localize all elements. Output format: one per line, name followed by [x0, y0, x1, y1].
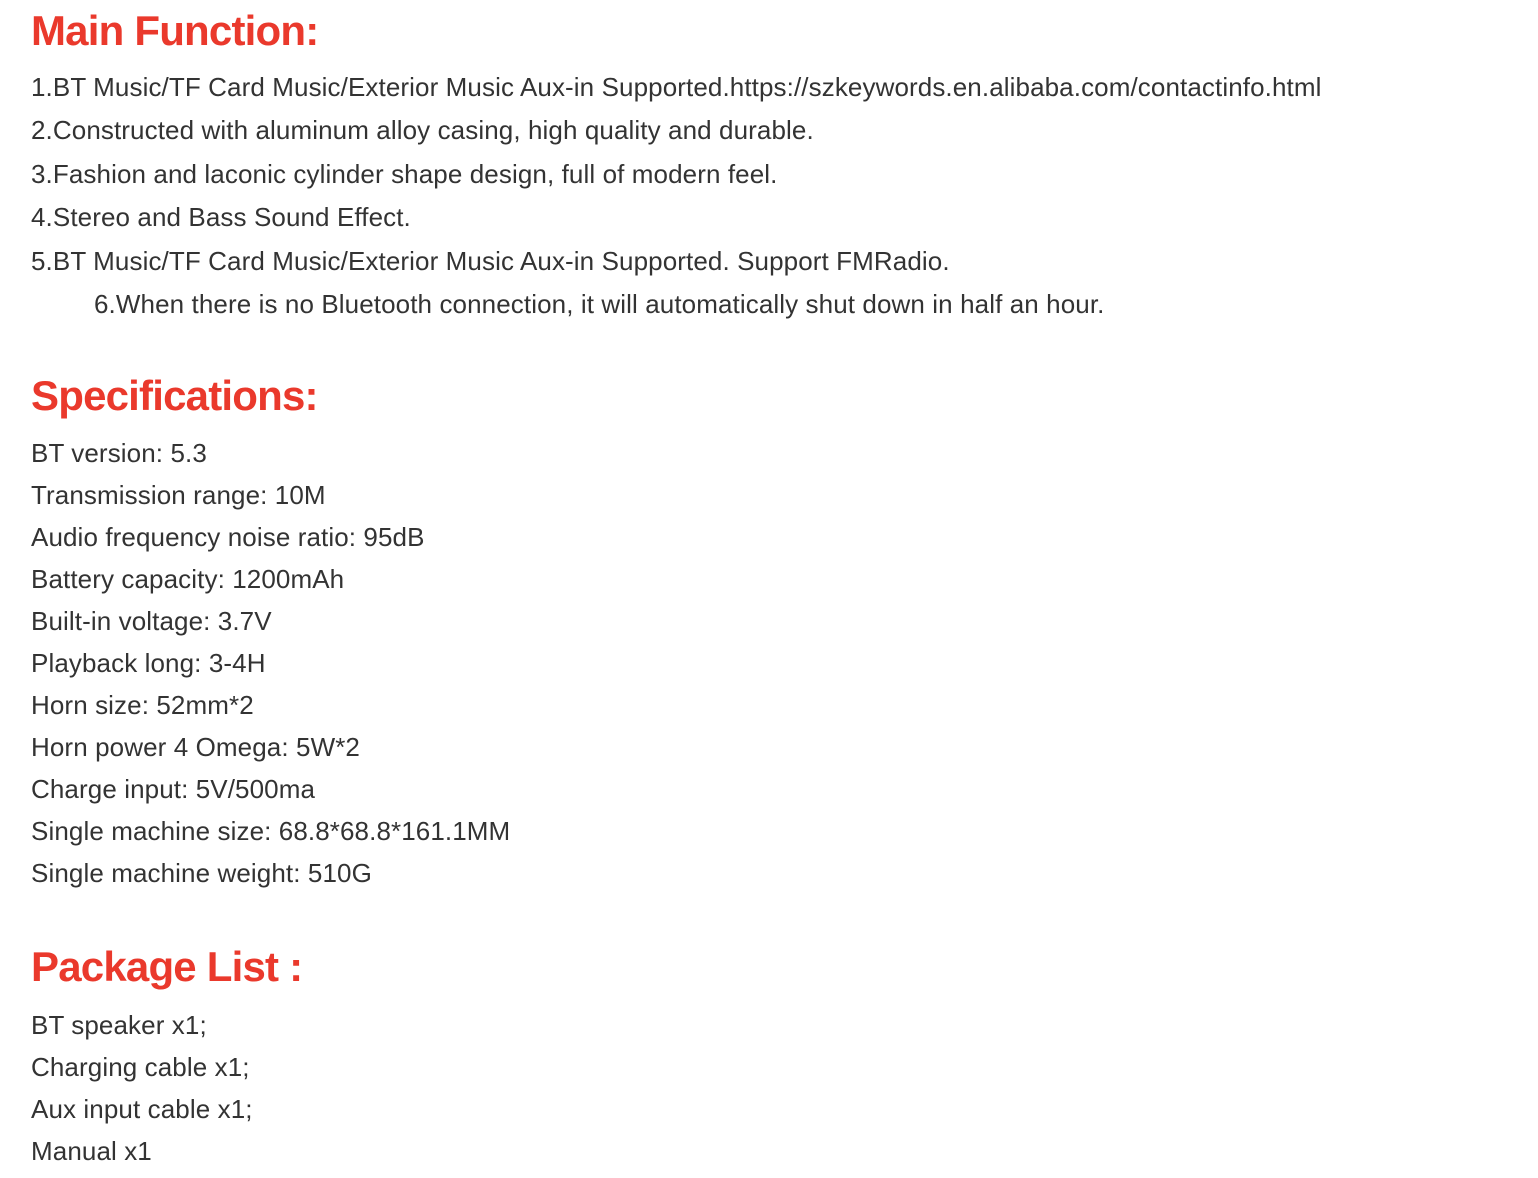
main-function-item: 3.Fashion and laconic cylinder shape design, full of modern feel. — [31, 158, 778, 189]
spec-line-audio-noise-ratio: Audio frequency noise ratio: 95dB — [31, 522, 425, 553]
package-item-aux-cable: Aux input cable x1; — [31, 1094, 253, 1125]
main-function-item: 5.BT Music/TF Card Music/Exterior Music Aux-in Supported. Support FMRadio. — [31, 245, 950, 276]
section-main-function — [31, 8, 1508, 326]
spec-line-horn-power: Horn power 4 Omega: 5W*2 — [31, 732, 360, 763]
spec-line-built-in-voltage: Built-in voltage: 3.7V — [31, 606, 272, 637]
package-item-charging-cable: Charging cable x1; — [31, 1052, 250, 1083]
specifications-list — [31, 432, 1508, 894]
main-function-item: 6.When there is no Bluetooth connection, it will automatically shut down in half an hour. — [94, 289, 1105, 320]
spec-line-machine-weight: Single machine weight: 510G — [31, 858, 372, 889]
package-list — [31, 1004, 1508, 1172]
section-specifications — [31, 373, 1508, 894]
main-function-item: 1.BT Music/TF Card Music/Exterior Music Aux-in Supported.https://szkeywords.en.alibaba.com/contactinfo.html — [31, 72, 1322, 102]
spec-line-horn-size: Horn size: 52mm*2 — [31, 690, 254, 721]
spec-line-transmission-range: Transmission range: 10M — [31, 480, 326, 511]
main-function-item: 2.Constructed with aluminum alloy casing, high quality and durable. — [31, 115, 814, 146]
package-list-heading: Package List : — [31, 943, 303, 991]
spec-line-battery-capacity: Battery capacity: 1200mAh — [31, 564, 345, 595]
specifications-heading: Specifications: — [31, 372, 318, 420]
spec-line-playback-long: Playback long: 3-4H — [31, 648, 266, 679]
spec-line-machine-size: Single machine size: 68.8*68.8*161.1MM — [31, 816, 511, 847]
spec-line-charge-input: Charge input: 5V/500ma — [31, 774, 316, 805]
section-package-list — [31, 944, 1508, 1172]
spec-line-bt-version: BT version: 5.3 — [31, 438, 207, 469]
package-item-speaker: BT speaker x1; — [31, 1010, 207, 1041]
package-item-manual: Manual x1 — [31, 1136, 152, 1167]
main-function-list — [31, 66, 1508, 326]
main-function-item: 4.Stereo and Bass Sound Effect. — [31, 202, 411, 233]
main-function-heading: Main Function: — [31, 7, 319, 54]
